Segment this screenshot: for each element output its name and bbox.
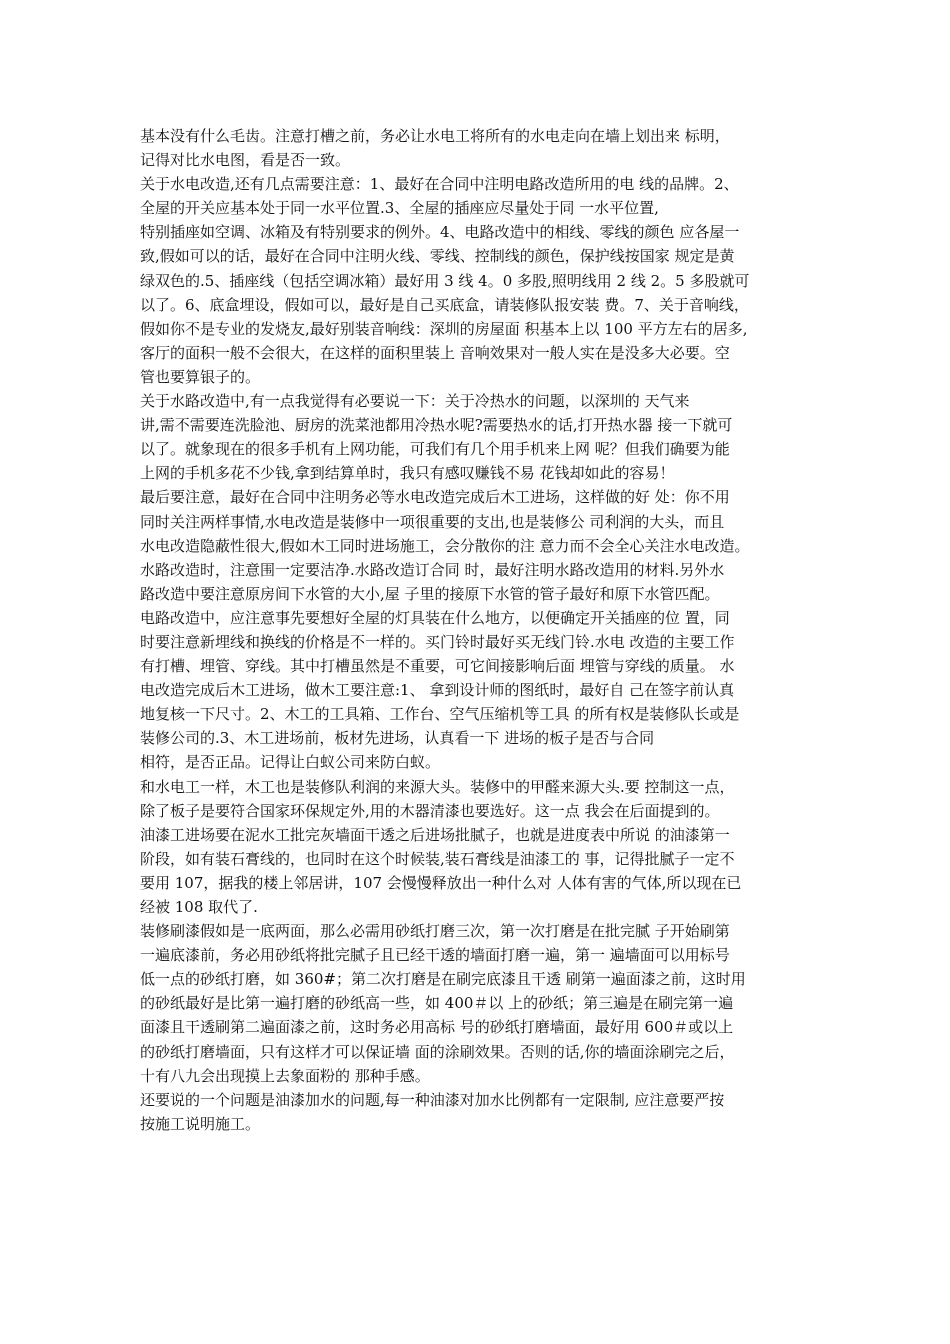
- text-line: 装修刷漆假如是一底两面，那么必需用砂纸打磨三次，第一次打磨是在批完腻 子开始刷第: [140, 922, 730, 941]
- text-line: 除了板子是要符合国家环保规定外,用的木器清漆也要选好。这一点 我会在后面提到的。: [140, 801, 720, 820]
- text-line: 还要说的一个问题是油漆加水的问题,每一种油漆对加水比例都有一定限制, 应注意要严按: [140, 1090, 725, 1109]
- text-line: 致,假如可以的话，最好在合同中注明火线、零线、控制线的颜色，保护线按国家 规定是黄: [140, 247, 735, 266]
- text-line: 经被 108 取代了.: [140, 898, 258, 916]
- text-line: 的砂纸最好是比第一遍打磨的砂纸高一些，如 400＃以 上的砂纸；第三遍是在刷完第一遍: [140, 994, 734, 1013]
- text-line: 电改造完成后木工进场，做木工要注意:1、 拿到设计师的图纸时，最好自 己在签字前认真: [140, 681, 735, 700]
- text-line: 地复核一下尺寸。2、木工的工具箱、工作台、空气压缩机等工具 的所有权是装修队长或是: [140, 705, 740, 724]
- text-line: 的砂纸打磨墙面，只有这样才可以保证墙 面的涂刷效果。否则的话,你的墙面涂刷完之后，: [140, 1042, 735, 1061]
- text-line: 客厅的面积一般不会很大，在这样的面积里装上 音响效果对一般人实在是没多大必要。空: [140, 343, 730, 362]
- text-line: 基本没有什么毛齿。注意打槽之前，务必让水电工将所有的水电走向在墙上划出来 标明，: [140, 127, 730, 145]
- text-line: 同时关注两样事情,水电改造是装修中一项很重要的支出,也是装修公 司利润的大头，而且: [140, 512, 725, 531]
- text-line: 特别插座如空调、冰箱及有特别要求的例外。4、电路改造中的相线、零线的颜色 应各屋一: [140, 223, 740, 242]
- text-line: 绿双色的.5、插座线（包括空调冰箱）最好用 3 线 4。0 多股,照明线用 2 线 2。5 多股就可: [140, 271, 750, 290]
- text-line: 记得对比水电图，看是否一致。: [140, 151, 351, 170]
- text-line: 水路改造时，注意围一定要洁净.水路改造订合同 时，最好注明水路改造用的材料.另外水: [140, 560, 725, 579]
- text-line: 要用 107，据我的楼上邻居讲，107 会慢慢释放出一种什么对 人体有害的气体,所以现在已: [140, 873, 742, 892]
- text-line: 水电改造隐蔽性很大,假如木工同时进场施工，会分散你的注 意力而不会全心关注水电改造。: [140, 536, 750, 555]
- text-line: 按施工说明施工。: [140, 1114, 261, 1133]
- text-line: 上网的手机多花不少钱,拿到结算单时，我只有感叹赚钱不易 花钱却如此的容易！: [140, 464, 675, 483]
- text-line: 一遍底漆前，务必用砂纸将批完腻子且已经干透的墙面打磨一遍，第一 遍墙面可以用标号: [140, 946, 730, 965]
- document-body: [140, 124, 820, 1136]
- text-line: 相符，是否正品。记得让白蚁公司来防白蚁。: [140, 753, 441, 772]
- text-line: 管也要算银子的。: [140, 367, 261, 386]
- text-line: 以了。就象现在的很多手机有上网功能，可我们有几个用手机来上网 呢？但我们确要为能: [140, 440, 730, 459]
- text-line: 时要注意新埋线和换线的价格是不一样的。买门铃时最好买无线门铃.水电 改造的主要工作: [140, 632, 735, 651]
- text-line: 假如你不是专业的发烧友,最好别装音响线：深圳的房屋面 积基本上以 100 平方左右的居多,: [140, 319, 748, 338]
- text-line: 最后要注意，最好在合同中注明务必等水电改造完成后木工进场，这样做的好 处：你不用: [140, 488, 730, 507]
- text-line: 阶段，如有装石膏线的，也同时在这个时候装,装石膏线是油漆工的 事，记得批腻子一定不: [140, 849, 735, 868]
- text-line: 和水电工一样，木工也是装修队利润的来源大头。装修中的甲醛来源大头.要 控制这一点，: [140, 777, 735, 796]
- text-line: 低一点的砂纸打磨，如 360#；第二次打磨是在刷完底漆且干透 刷第一遍面漆之前，这时用: [140, 970, 746, 989]
- text-line: 装修公司的.3、木工进场前，板材先进场，认真看一下 进场的板子是否与合同: [140, 729, 655, 748]
- text-line: 关于水路改造中,有一点我觉得有必要说一下：关于冷热水的问题，以深圳的 天气来: [140, 392, 690, 411]
- text-line: 以了。6、底盒埋设，假如可以，最好是自己买底盒，请装修队报安装 费。7、关于音响线，: [140, 295, 749, 314]
- text-line: 油漆工进场要在泥水工批完灰墙面干透之后进场批腻子，也就是进度表中所说 的油漆第一: [140, 825, 730, 844]
- text-line: 路改造中要注意原房间下水管的大小,屋 子里的接原下水管的管子最好和原下水管匹配。: [140, 584, 720, 603]
- text-line: 关于水电改造,还有几点需要注意：1、最好在合同中注明电路改造所用的电 线的品牌。2、: [140, 175, 739, 194]
- text-line: 讲,需不需要连洗脸池、厨房的洗菜池都用冷热水呢?需要热水的话,打开热水器 接一下就可: [140, 416, 733, 435]
- text-line: 电路改造中，应注意事先要想好全屋的灯具装在什么地方，以便确定开关插座的位 置，同: [140, 608, 730, 627]
- text-line: 有打槽、埋管、穿线。其中打槽虽然是不重要，可它间接影响后面 埋管与穿线的质量。 水: [140, 657, 735, 676]
- text-line: 面漆且干透刷第二遍面漆之前，这时务必用高标 号的砂纸打磨墙面，最好用 600＃或以上: [140, 1018, 734, 1037]
- text-line: 全屋的开关应基本处于同一水平位置.3、全屋的插座应尽量处于同 一水平位置,: [140, 199, 659, 218]
- text-line: 十有八九会出现摸上去象面粉的 那种手感。: [140, 1066, 430, 1085]
